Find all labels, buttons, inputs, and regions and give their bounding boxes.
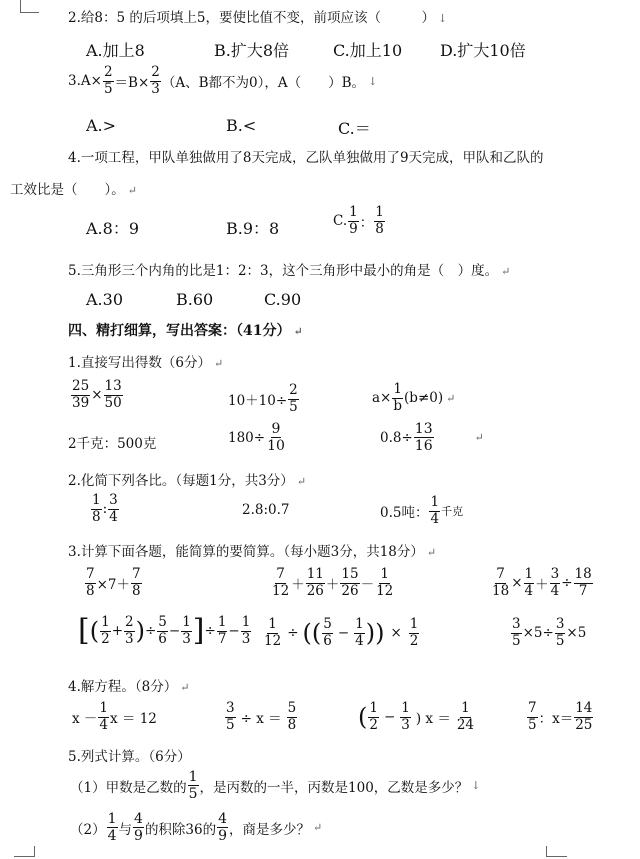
s2-title: 2.化简下列各比。（每题1分，共3分） ↵ (68, 473, 307, 489)
q4-line2: 工效比是（ ）。 ↵ (10, 182, 137, 198)
s1-d: 2千克：500克 (68, 436, 157, 452)
s5-q1: （1）甲数是乙数的 $\frac{1}{5}$ ，是丙数的一半，丙数是100，乙数是多少？ ↓ (70, 769, 481, 802)
s2-b: 2.8:0.7 (242, 502, 290, 518)
s1-b: 10＋10÷ $\frac{2}{5}$ (228, 382, 298, 415)
s4-b: $\frac{3}{5}$ ÷ x ＝ $\frac{5}{8}$ (226, 700, 297, 733)
q3-option-a: A.> (86, 116, 117, 135)
s3-c: $\frac{7}{18}$ × $\frac{1}{4}$ ＋ $\frac{3}{4}$ ÷ $\frac{18}{7}$ (492, 566, 592, 599)
s4-a: x － $\frac{1}{4}$ x ＝ 12 (72, 700, 157, 733)
s4-d: $\frac{7}{5}$ ：x＝ $\frac{14}{25}$ (528, 700, 593, 733)
section4-title: 四、精打细算，写出答案：（41分） ↵ (68, 323, 303, 339)
s4-title: 4.解方程。（8分） ↵ (68, 679, 190, 695)
page-corner-bottom-left (14, 846, 35, 857)
q5-stem: 5.三角形三个内角的比是1：2：3，这个三角形中最小的角是（ ）度。 ↵ (68, 263, 511, 279)
q5-option-a: A.30 (86, 290, 123, 309)
s1-a: $\frac{25}{39}$ × $\frac{13}{50}$ (72, 378, 122, 411)
s1-title: 1.直接写出得数（6分） ↵ (68, 355, 224, 371)
s3-title: 3.计算下面各题，能简算的要简算。（每小题3分，共18分） ↵ (68, 544, 437, 560)
q2-option-c: C.加上10 (333, 41, 403, 60)
q4-option-c: C. $\frac{1}{9}$ ： $\frac{1}{8}$ (333, 204, 384, 237)
s1-c: a× $\frac{1}{b}$ (b≠0) ↵ (372, 381, 456, 414)
s2-a: $\frac{1}{8}$ : $\frac{3}{4}$ (92, 492, 118, 525)
s3-e: $\frac{1}{12}$ ÷ (( $\frac{5}{6}$ − $\frac{1}{4}$ )) × $\frac{1}{2}$ (264, 616, 419, 649)
page-corner-top-left (20, 0, 39, 13)
q4-option-b: B.9：8 (226, 219, 280, 238)
page-corner-bottom-right (546, 846, 567, 857)
s5-title: 5.列式计算。（6分） (68, 749, 191, 765)
s1-g: 0.8÷ $\frac{13}{16}$ ↵ (380, 421, 484, 454)
q2-option-a: A.加上8 (86, 41, 145, 60)
q2-stem: 2.给8：5 的后项填上5，要使比值不变，前项应该（ ） ↓ (68, 10, 448, 26)
s3-d: [ ( $\frac{1}{2}$ + $\frac{2}{3}$ ) ÷ $\frac{5}{6}$ − $\frac{1}{3}$ ] ÷ $\frac{1}{7}$ − $\frac{1}{3}$ (78, 613, 251, 648)
q5-option-c: C.90 (264, 290, 302, 309)
q2-option-b: B.扩大8倍 (214, 41, 290, 60)
s4-c: ( $\frac{1}{2}$ − $\frac{1}{3}$ ) x ＝ $\frac{1}{24}$ (358, 700, 475, 733)
q5-option-b: B.60 (176, 290, 214, 309)
q3-option-b: B.< (226, 116, 257, 135)
q4-line1: 4.一项工程，甲队单独做用了8天完成，乙队单独做用了9天完成，甲队和乙队的 (68, 150, 544, 166)
s3-g: $\frac{3}{5}$ ×5÷ $\frac{3}{5}$ ×5 (512, 616, 587, 649)
s3-a: $\frac{7}{8}$ ×7＋ $\frac{7}{8}$ (86, 566, 141, 599)
s1-e: 180÷ $\frac{9}{10}$ (228, 421, 285, 454)
q3-stem: 3.A× $\frac{2}{5}$ ＝B× $\frac{2}{3}$ （A、B都不为0），A（ ）B。 ↓ (68, 64, 378, 97)
q4-option-a: A.8：9 (86, 219, 140, 238)
q2-option-d: D.扩大10倍 (440, 41, 526, 60)
q3-option-c: C.＝ (338, 119, 371, 138)
s5-q2: （2） $\frac{1}{4}$ 与 $\frac{4}{9}$ 的积除36的 $\frac{4}{9}$ ，商是多少？ ↵ (70, 811, 323, 844)
s2-c: 0.5吨： $\frac{1}{4}$ 千克 (380, 494, 464, 527)
s3-b: $\frac{7}{12}$ ＋ $\frac{11}{26}$ ＋ $\frac{15}{26}$ － $\frac{1}{12}$ (272, 566, 394, 599)
